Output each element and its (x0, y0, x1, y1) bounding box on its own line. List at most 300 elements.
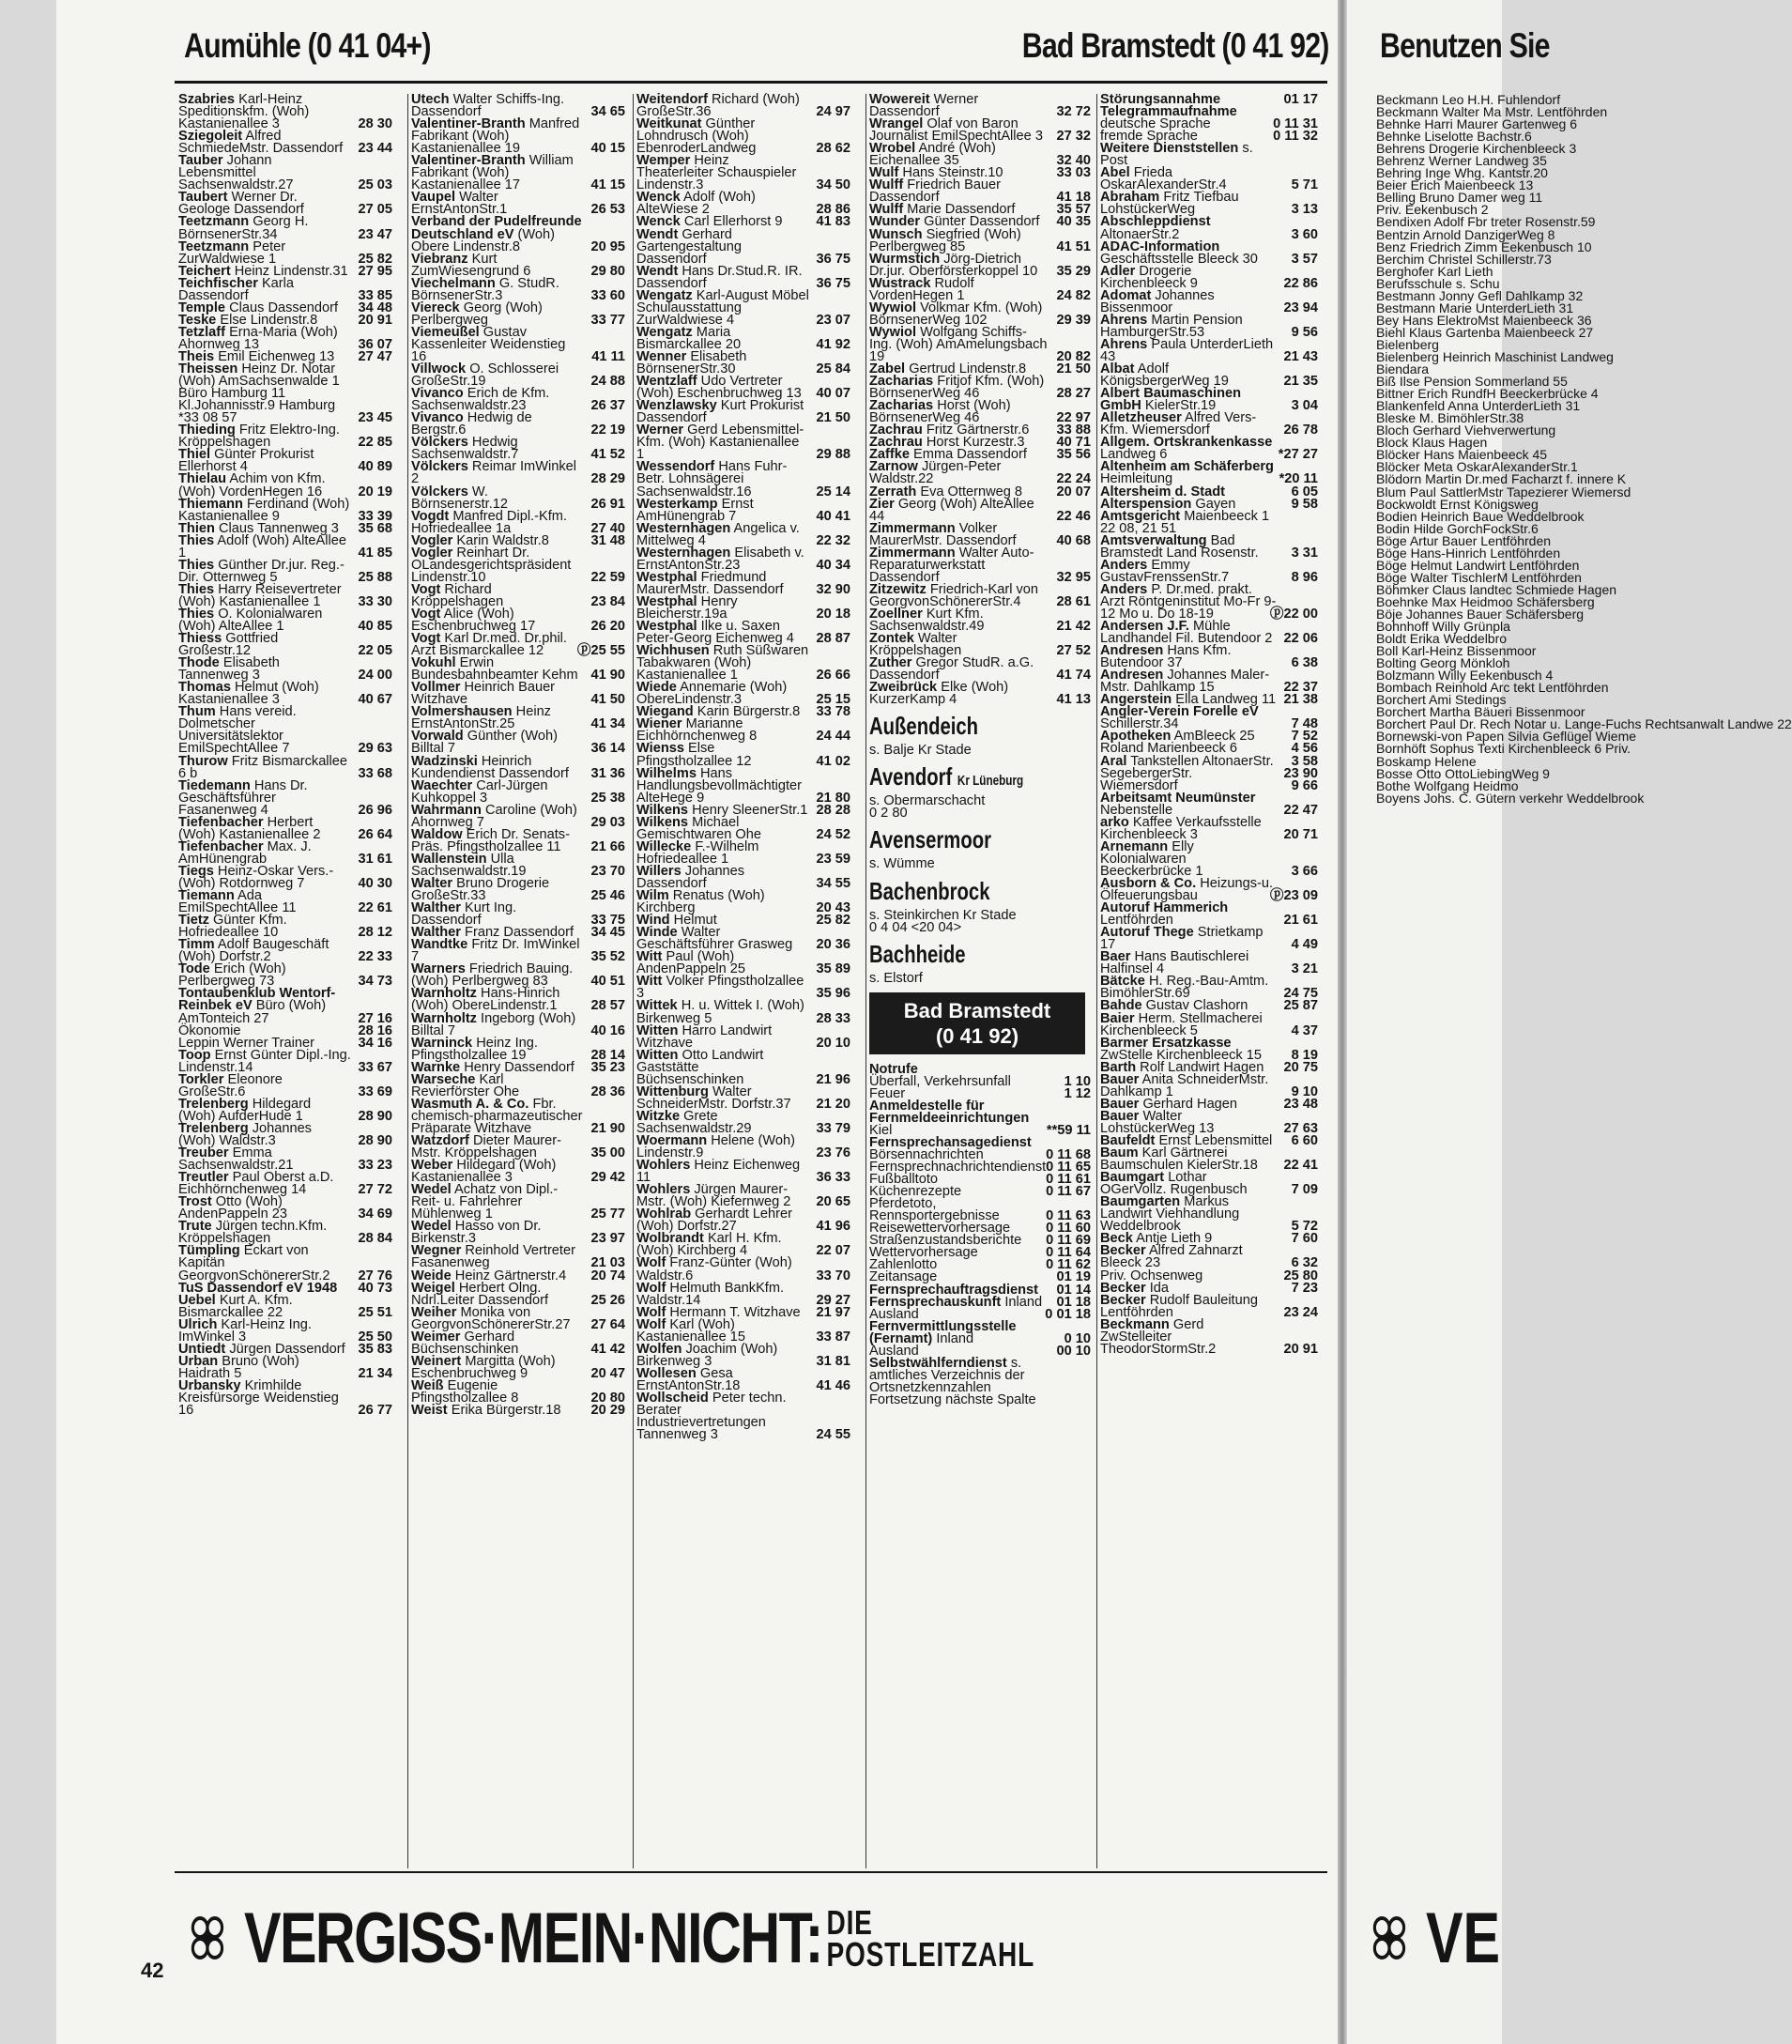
entry-details: Friedrich Bauer Dassendorf (869, 177, 1002, 206)
entry-name: Bauer (1100, 1096, 1140, 1112)
entry-name: Thies (178, 532, 215, 548)
entry-name: Abschleppdienst (1100, 214, 1211, 230)
entry-name: Wilhelms (636, 765, 697, 781)
entry-name: Völckers (411, 459, 468, 475)
entry-phone: 25 88 (358, 569, 392, 585)
entry-name: Wengatz (636, 324, 693, 340)
entry-details: KielerStr.19 (1144, 398, 1217, 414)
entry-name: Ahrens (1100, 336, 1148, 352)
list-item (411, 963, 625, 988)
entry-phone: 33 85 (358, 287, 392, 303)
entry-details: Heinz Gärtnerstr.4 (454, 1268, 567, 1283)
list-item (636, 1233, 850, 1257)
list-item (636, 400, 850, 424)
list-item: Bolzmann Willy Eekenbusch 4 (1376, 668, 1554, 684)
list-item: Bodien Heinrich Baue Weddelbrook (1376, 508, 1585, 524)
list-item (869, 143, 1091, 167)
entry-details: Else Pfingstholzallee 12 (636, 741, 752, 769)
entry-details: Bruno (Woh) Haidrath 5 (178, 1353, 299, 1381)
entry-details: Udo Vertreter (Woh) Eschenbruchweg 13 (636, 374, 802, 402)
list-item (1100, 814, 1318, 842)
list-item (636, 718, 850, 743)
list-item (178, 449, 392, 473)
entry-phone: 23 47 (358, 226, 392, 242)
entry-name: Becker (1100, 1292, 1146, 1308)
entry-details: Alfred Zahnarzt Bleeck 23 (1100, 1243, 1243, 1271)
entry-phone: 27 40 (590, 520, 625, 536)
entry-details: W. Börnsenerstr.12 (411, 484, 509, 512)
list-item: Bosse Otto OttoLiebingWeg 9 (1376, 765, 1550, 781)
entry-name: arko (1100, 814, 1129, 830)
entry-name: Watzdorf (411, 1132, 469, 1148)
list-item: Biß Ilse Pension Sommerland 55 (1376, 374, 1568, 390)
entry-phone: *27 27 (1278, 447, 1318, 463)
list-item (178, 1071, 392, 1099)
entry-phone: 6 38 (1291, 655, 1318, 671)
entry-details: Karl Gärtnerei Baumschulen KielerStr.18 (1100, 1145, 1258, 1174)
entry-name: Wolbrandt (636, 1231, 704, 1247)
entry-details: F.-Wilhelm Hofriedeallee 1 (636, 838, 759, 867)
entry-details: Krimhilde Kreisfürsorge Weidenstieg 16 (178, 1377, 339, 1419)
listing-column-4 (869, 94, 1091, 1864)
entry-details: Maienbeeck 1 22 08, 21 51 (1100, 508, 1270, 536)
list-item (178, 1120, 392, 1148)
list-item (1100, 902, 1318, 927)
entry-phone: 20 36 (816, 937, 850, 953)
entry-phone: 22 41 (1283, 1158, 1318, 1174)
entry-phone: 25 80 (1283, 1268, 1318, 1283)
list-item (411, 939, 625, 963)
entry-name: Teetzmann (178, 214, 250, 230)
place-references (869, 712, 1091, 984)
list-item: Bey Hans ElektroMst Maienbeeck 36 (1376, 312, 1592, 328)
entry-name: Autoruf Thege (1100, 925, 1194, 941)
entry-name: Trute (178, 1219, 212, 1235)
entry-name: Timm (178, 937, 215, 953)
entry-details: Fernsprechnachrichtendienst (869, 1160, 1047, 1176)
list-item (869, 302, 1091, 327)
list-item (1100, 461, 1318, 485)
entry-phone: 0 11 61 (1046, 1172, 1091, 1188)
entry-phone: 33 60 (590, 287, 625, 303)
entry-details: O. Kolonialwaren (Woh) AlteAllee 1 (178, 606, 323, 635)
list-item (869, 400, 1091, 424)
entry-details: AltonaerStr.2 (1100, 226, 1180, 242)
entry-phone: 7 23 (1291, 1280, 1318, 1296)
entry-name: Zabel (869, 361, 906, 377)
list-item (636, 682, 850, 706)
entry-name: Wohlers (636, 1182, 691, 1198)
entry-phone: 20 82 (1056, 348, 1091, 364)
entry-name: Wrangel (869, 116, 924, 132)
entry-name: Fernsprechauftragsdienst (869, 1282, 1039, 1298)
entry-details: Elisabeth BörnsenerStr.30 (636, 348, 747, 377)
entry-name: Westernhagen (636, 545, 731, 561)
entry-details: Günter Prokurist Ellerhorst 4 (178, 447, 314, 475)
list-item (1100, 532, 1318, 561)
entry-details: Heinz Lindenstr.31 (234, 263, 348, 279)
entry-name: Viereck (411, 300, 460, 315)
entry-name: Andresen (1100, 668, 1164, 684)
entry-phone: 31 48 (590, 532, 625, 548)
entry-phone: 27 72 (358, 1182, 392, 1198)
list-item (636, 569, 850, 597)
entry-name: Viechelmann (411, 275, 496, 291)
list-item (636, 192, 850, 216)
entry-phone: 4 37 (1291, 1022, 1318, 1038)
list-item: Boehnke Max Heidmoo Schäfersberg (1376, 593, 1595, 609)
entry-details: Eckart von Kapitän GeorgvonSchönererStr.2 (178, 1243, 330, 1283)
list-item: Boll Karl-Heinz Bissenmoor (1376, 643, 1537, 659)
entry-details: Gerhard Gartengestaltung Dassendorf (636, 226, 742, 267)
entry-name: Selbstwählferndienst (869, 1355, 1007, 1371)
entry-name: Baumgart (1100, 1170, 1165, 1186)
list-item (636, 1392, 850, 1441)
list-item: Behnke Liselotte Bachstr.6 (1376, 129, 1532, 145)
entry-phone: 5 72 (1291, 1219, 1318, 1235)
entry-phone: 25 14 (816, 484, 850, 499)
entry-details: (Woh) Obere Lindenstr.8 (411, 226, 556, 254)
list-item (178, 1245, 392, 1282)
list-item (636, 287, 850, 328)
entry-name: Wienss (636, 741, 684, 757)
list-item (411, 802, 625, 830)
facing-page-banner (1366, 1897, 1500, 1981)
entry-phone: 31 61 (358, 851, 392, 867)
entry-name: Zweibrück (869, 680, 938, 696)
entry-phone: 31 81 (816, 1353, 850, 1369)
entry-phone: 31 36 (590, 765, 625, 781)
listing-column-1 (178, 94, 392, 1864)
list-item (411, 1184, 625, 1221)
entry-details: Emma Dassendorf (913, 447, 1027, 463)
entry-phone: 0 01 18 (1045, 1306, 1091, 1322)
entry-phone: 23 84 (590, 593, 625, 609)
entry-name: Teichert (178, 263, 231, 279)
page-number: 42 (141, 1959, 164, 1982)
entry-phone: 23 44 (358, 141, 392, 157)
list-item (869, 581, 1091, 609)
entry-name: Wurmstich (869, 251, 941, 267)
entry-phone: 4 56 (1291, 741, 1318, 757)
entry-phone: 20 29 (590, 1403, 625, 1419)
entry-name: Altersheim d. Stadt (1100, 484, 1225, 499)
entry-details: Reisewettervorhersage (869, 1221, 1011, 1237)
list-item (1100, 669, 1318, 694)
place-heading (869, 762, 1042, 795)
entry-details: Ada EmilSpechtAllee 11 (178, 888, 297, 916)
entry-name: ADAC-Information (1100, 238, 1220, 254)
entry-name: Wiede (636, 680, 677, 696)
entry-phone: 35 23 (590, 1059, 625, 1075)
entry-phone: 7 52 (1291, 729, 1318, 745)
entry-details: Richard Kröppelshagen (411, 581, 504, 609)
list-item (411, 1221, 625, 1245)
entry-phone: 21 80 (816, 790, 850, 806)
list-item (1100, 645, 1318, 669)
entry-phone: 3 57 (1291, 251, 1318, 267)
entry-phone: 3 58 (1291, 753, 1318, 769)
entry-details: Hasso von Dr. Birkenstr.3 (411, 1219, 542, 1247)
entry-name: Theissen (178, 361, 238, 377)
entry-details: s. amtliches Verzeichnis der Ortsnetzkennzahlen Fortsetzung nächste Spalte (869, 1355, 1036, 1407)
list-item (411, 826, 625, 854)
listing-column-5 (1100, 94, 1318, 1864)
entry-details: Werner Dr. Geologe Dassendorf (178, 190, 304, 218)
list-item (178, 1047, 392, 1075)
entry-details: Siegfried (Woh) Perlbergweg 85 (869, 226, 1021, 254)
entry-phone: 26 37 (590, 398, 625, 414)
entry-name: Thiemann (178, 496, 243, 512)
list-item (636, 645, 850, 682)
entry-phone: 21 90 (590, 1120, 625, 1136)
entry-phone: 6 05 (1291, 484, 1318, 499)
entry-details: Anita SchneiderMstr. Dahlkamp 1 (1100, 1071, 1269, 1099)
list-item: Behnke Harri Maurer Gartenweg 6 (1376, 116, 1577, 132)
entry-phone: 23 76 (816, 1145, 850, 1161)
list-item (636, 1160, 850, 1184)
list-item (411, 1071, 625, 1099)
entry-details: Ernst Lebensmittel (1158, 1132, 1273, 1148)
entry-phone: 25 46 (590, 888, 625, 904)
entry-details: Joachim (Woh) Birkenweg 3 (636, 1341, 778, 1369)
entry-name: Tauber (178, 153, 223, 169)
entry-phone: 21 38 (1283, 692, 1318, 708)
entry-details: Gerd Lebensmittel-Kfm. (Woh) Kastanienallee 1 (636, 423, 804, 463)
entry-phone: 24 82 (1056, 287, 1091, 303)
list-item (411, 547, 625, 584)
list-item (411, 192, 625, 216)
entry-details: Hans Bautischlerei Halfinsel 4 (1100, 949, 1249, 977)
list-item (411, 988, 625, 1012)
entry-phone: 22 32 (816, 532, 850, 548)
entry-name: Vivanco (411, 386, 464, 402)
list-item (636, 461, 850, 498)
list-item (1100, 192, 1318, 216)
entry-details: Volker MaurerMstr. Dassendorf (869, 520, 1017, 548)
entry-name: Wunder (869, 214, 921, 230)
entry-phone: 7 09 (1291, 1182, 1318, 1198)
entry-details: Elke (Woh) KurzerKamp 4 (869, 680, 1009, 708)
entry-phone: 3 04 (1291, 398, 1318, 414)
place-reference: s. Balje Kr Stade (869, 743, 972, 759)
entry-details: Bruno Drogerie GroßeStr.33 (411, 876, 550, 904)
entry-name: Weigel (411, 1280, 455, 1296)
place-heading (869, 877, 1042, 910)
list-item (178, 192, 392, 216)
list-item: Bittner Erich RundfH Beeckerbrücke 4 (1376, 386, 1599, 402)
entry-details: Helmut (673, 913, 717, 929)
list-item (411, 706, 625, 730)
list-item: Böge Helmut Landwirt Lentföhrden (1376, 557, 1580, 573)
entry-details: Paula UnterderLieth 43 (1100, 336, 1274, 364)
entry-name: Wegner (411, 1243, 462, 1259)
entry-name: Vogt (411, 631, 441, 647)
list-item (636, 376, 850, 400)
list-item (178, 238, 392, 267)
place-heading (869, 825, 1042, 858)
entry-details: Heinz-Oskar Vers.- (Woh) Rotdornweg 7 (178, 863, 334, 891)
entry-name: Verband der Pudelfreunde Deutschland eV (411, 214, 582, 242)
entry-name: Wittenburg (636, 1083, 709, 1099)
list-item (636, 424, 850, 461)
entry-details: Gerhard Hagen (1142, 1096, 1238, 1112)
entry-name: Adomat (1100, 287, 1152, 303)
entry-name: Beck (1100, 1231, 1133, 1247)
entry-phone: 20 43 (816, 900, 850, 916)
list-item (178, 963, 392, 988)
list-item (411, 388, 625, 412)
entry-name: Bauer (1100, 1071, 1140, 1087)
list-item (869, 275, 1091, 303)
entry-phone: 33 75 (590, 913, 625, 929)
entry-phone: 25 51 (358, 1304, 392, 1320)
entry-details: Horst Kurzestr.3 (926, 435, 1025, 451)
list-item (636, 1280, 850, 1308)
entry-details: André (Woh) Eichenallee 35 (869, 141, 996, 169)
list-item (869, 118, 1091, 143)
entry-details: Claus Tannenweg 3 (218, 520, 339, 536)
list-item (1100, 1245, 1318, 1269)
entry-details: Hildegard (Woh) AufderHude 1 (178, 1096, 312, 1124)
entry-name: Baum (1100, 1145, 1139, 1161)
entry-phone: 40 89 (358, 459, 392, 475)
page-header-right: Bad Bramstedt (0 41 92) (1022, 26, 1329, 65)
entry-name: Tetzlaff (178, 324, 225, 340)
list-item (178, 1353, 392, 1381)
entry-name: Witten (636, 1047, 679, 1063)
entry-phone: 9 56 (1291, 324, 1318, 340)
entry-details: G. StudR. BörnsenerStr.3 (411, 275, 559, 303)
entry-phone: 23 45 (358, 410, 392, 426)
list-item (411, 633, 625, 657)
entry-name: Wendt (636, 263, 679, 279)
entry-phone: 26 66 (816, 668, 850, 684)
list-item (636, 1047, 850, 1087)
entry-details: Georg (Woh) AlteAllee 44 (869, 496, 1034, 524)
entry-details: deutsche Sprache (1100, 116, 1211, 132)
entry-phone: 4 49 (1291, 937, 1318, 953)
entry-name: Wrobel (869, 141, 916, 157)
entry-details: Jürgen Dassendorf (229, 1341, 345, 1357)
entry-phone: 27 05 (358, 202, 392, 218)
entry-details: Karl-Heinz Ing. ImWinkel 3 (178, 1316, 312, 1345)
entry-name: Wedel (411, 1219, 452, 1235)
list-item: Bombach Reinhold Arc tekt Lentföhrden (1376, 680, 1609, 696)
entry-details: Karin Waldstr.8 (456, 532, 549, 548)
entry-details: Harro Landwirt Witzhave (636, 1022, 773, 1051)
list-item: Bestmann Marie UnterderLieth 31 (1376, 300, 1574, 315)
postcode-banner (184, 1897, 1034, 1981)
entry-details: Marie Dassendorf (907, 202, 1016, 218)
entry-details: Elly Kolonialwaren Beeckerbrücke 1 (1100, 838, 1203, 879)
list-item (1100, 508, 1318, 536)
entry-name: Fernsprechauskunft (869, 1294, 1002, 1310)
list-item (1100, 838, 1318, 879)
list-item (411, 1304, 625, 1332)
entry-phone: 24 55 (816, 1427, 850, 1443)
entry-name: Abraham (1100, 190, 1160, 206)
entry-details: Günter Dassendorf (924, 214, 1040, 230)
entry-details: Jürgen-Peter Waldstr.22 (869, 459, 1002, 487)
entry-phone: 28 87 (816, 631, 850, 647)
entry-phone: 21 03 (590, 1255, 625, 1271)
list-item (178, 939, 392, 963)
entry-phone: 23 70 (590, 863, 625, 879)
entry-details: Johannes Dassendorf (636, 863, 745, 891)
entry-name: Wind (636, 913, 670, 929)
entry-name: Teske (178, 312, 217, 328)
facing-banner-text: VE (1425, 1898, 1501, 1978)
entry-details: Marianne Eichhörnchenweg 8 (636, 716, 758, 745)
entry-name: Utech (411, 92, 450, 107)
entry-name: Wolf (636, 1255, 666, 1271)
entry-phone: 34 73 (358, 974, 392, 990)
entry-details: Hans Fuhr-Betr. Lohnsägerei Sachsenwaldstr.16 (636, 459, 788, 499)
city-area-code: (0 41 92) (935, 1023, 1019, 1048)
entry-phone: 27 95 (358, 263, 392, 279)
entry-phone: 28 36 (590, 1083, 625, 1099)
entry-phone: 33 78 (816, 704, 850, 720)
entry-phone: 21 50 (816, 410, 850, 426)
entry-phone: 8 96 (1291, 569, 1318, 585)
entry-name: Allgem. Ortskrankenkasse (1100, 435, 1273, 451)
entry-details: Alfred Vers-Kfm. Wiemersdorf (1100, 410, 1257, 438)
entry-details: Erich de Kfm. Sachsenwaldstr.23 (411, 386, 550, 414)
entry-name: Zoellner (869, 606, 923, 622)
entry-details: Georg H. BörnsenerStr.34 (178, 214, 309, 242)
entry-phone: 40 34 (816, 557, 850, 573)
entry-details: Achim von Kfm. (Woh) VordenHegen 16 (178, 471, 326, 499)
list-item (1100, 263, 1318, 291)
list-item: Borchert Paul Dr. Rech Notar u. Lange-Fuchs Rechtsanwalt Landwe 22 (1376, 716, 1792, 732)
list-item: Boldt Erika Weddelbro (1376, 631, 1508, 647)
entry-details: Emil Eichenweg 13 (218, 348, 335, 364)
entry-phone: 21 96 (816, 1071, 850, 1087)
list-item (869, 1100, 1091, 1137)
entry-name: Wilkens (636, 802, 689, 818)
entry-details: H. Reg.-Bau-Amtm. BimöhlerStr.69 (1100, 974, 1269, 1002)
entry-name: Valentiner-Branth (411, 116, 526, 132)
list-item (411, 437, 625, 461)
entry-name: Zacharias (869, 374, 934, 390)
entry-phone: 33 77 (590, 312, 625, 328)
entry-phone: 35 68 (358, 520, 392, 536)
list-item (869, 608, 1091, 633)
list-item (411, 363, 625, 388)
entry-name: Wolfen (636, 1341, 682, 1357)
entry-phone: 24 52 (816, 826, 850, 842)
entry-phone: 36 33 (816, 1170, 850, 1186)
entry-details: Monika von GeorgvonSchönererStr.27 (411, 1304, 571, 1332)
list-item (1100, 621, 1318, 645)
entry-name: Wallenstein (411, 851, 487, 867)
entry-phone: 33 03 (1056, 165, 1091, 181)
entry-details: Alice (Woh) Eschenbruchweg 17 (411, 606, 536, 635)
entry-phone: 35 57 (1056, 202, 1091, 218)
entry-details: Inland (1004, 1294, 1043, 1310)
list-item (1100, 1037, 1318, 1062)
entry-details: Richard (Woh) GroßeStr.36 (636, 92, 800, 120)
entry-name: Störungsannahme (1100, 92, 1221, 107)
entry-name: Witt (636, 949, 663, 965)
entry-details: Harry Reisevertreter (Woh) Kastanienallee 1 (178, 581, 342, 609)
entry-phone: ⓟ22 00 (1269, 606, 1318, 622)
list-item (411, 1331, 625, 1356)
entry-details: Manfred Dipl.-Kfm. Hofriedeallee 1a (411, 508, 567, 536)
entry-details: Antje Lieth 9 (1136, 1231, 1213, 1247)
entry-phone: 22 37 (1283, 680, 1318, 696)
